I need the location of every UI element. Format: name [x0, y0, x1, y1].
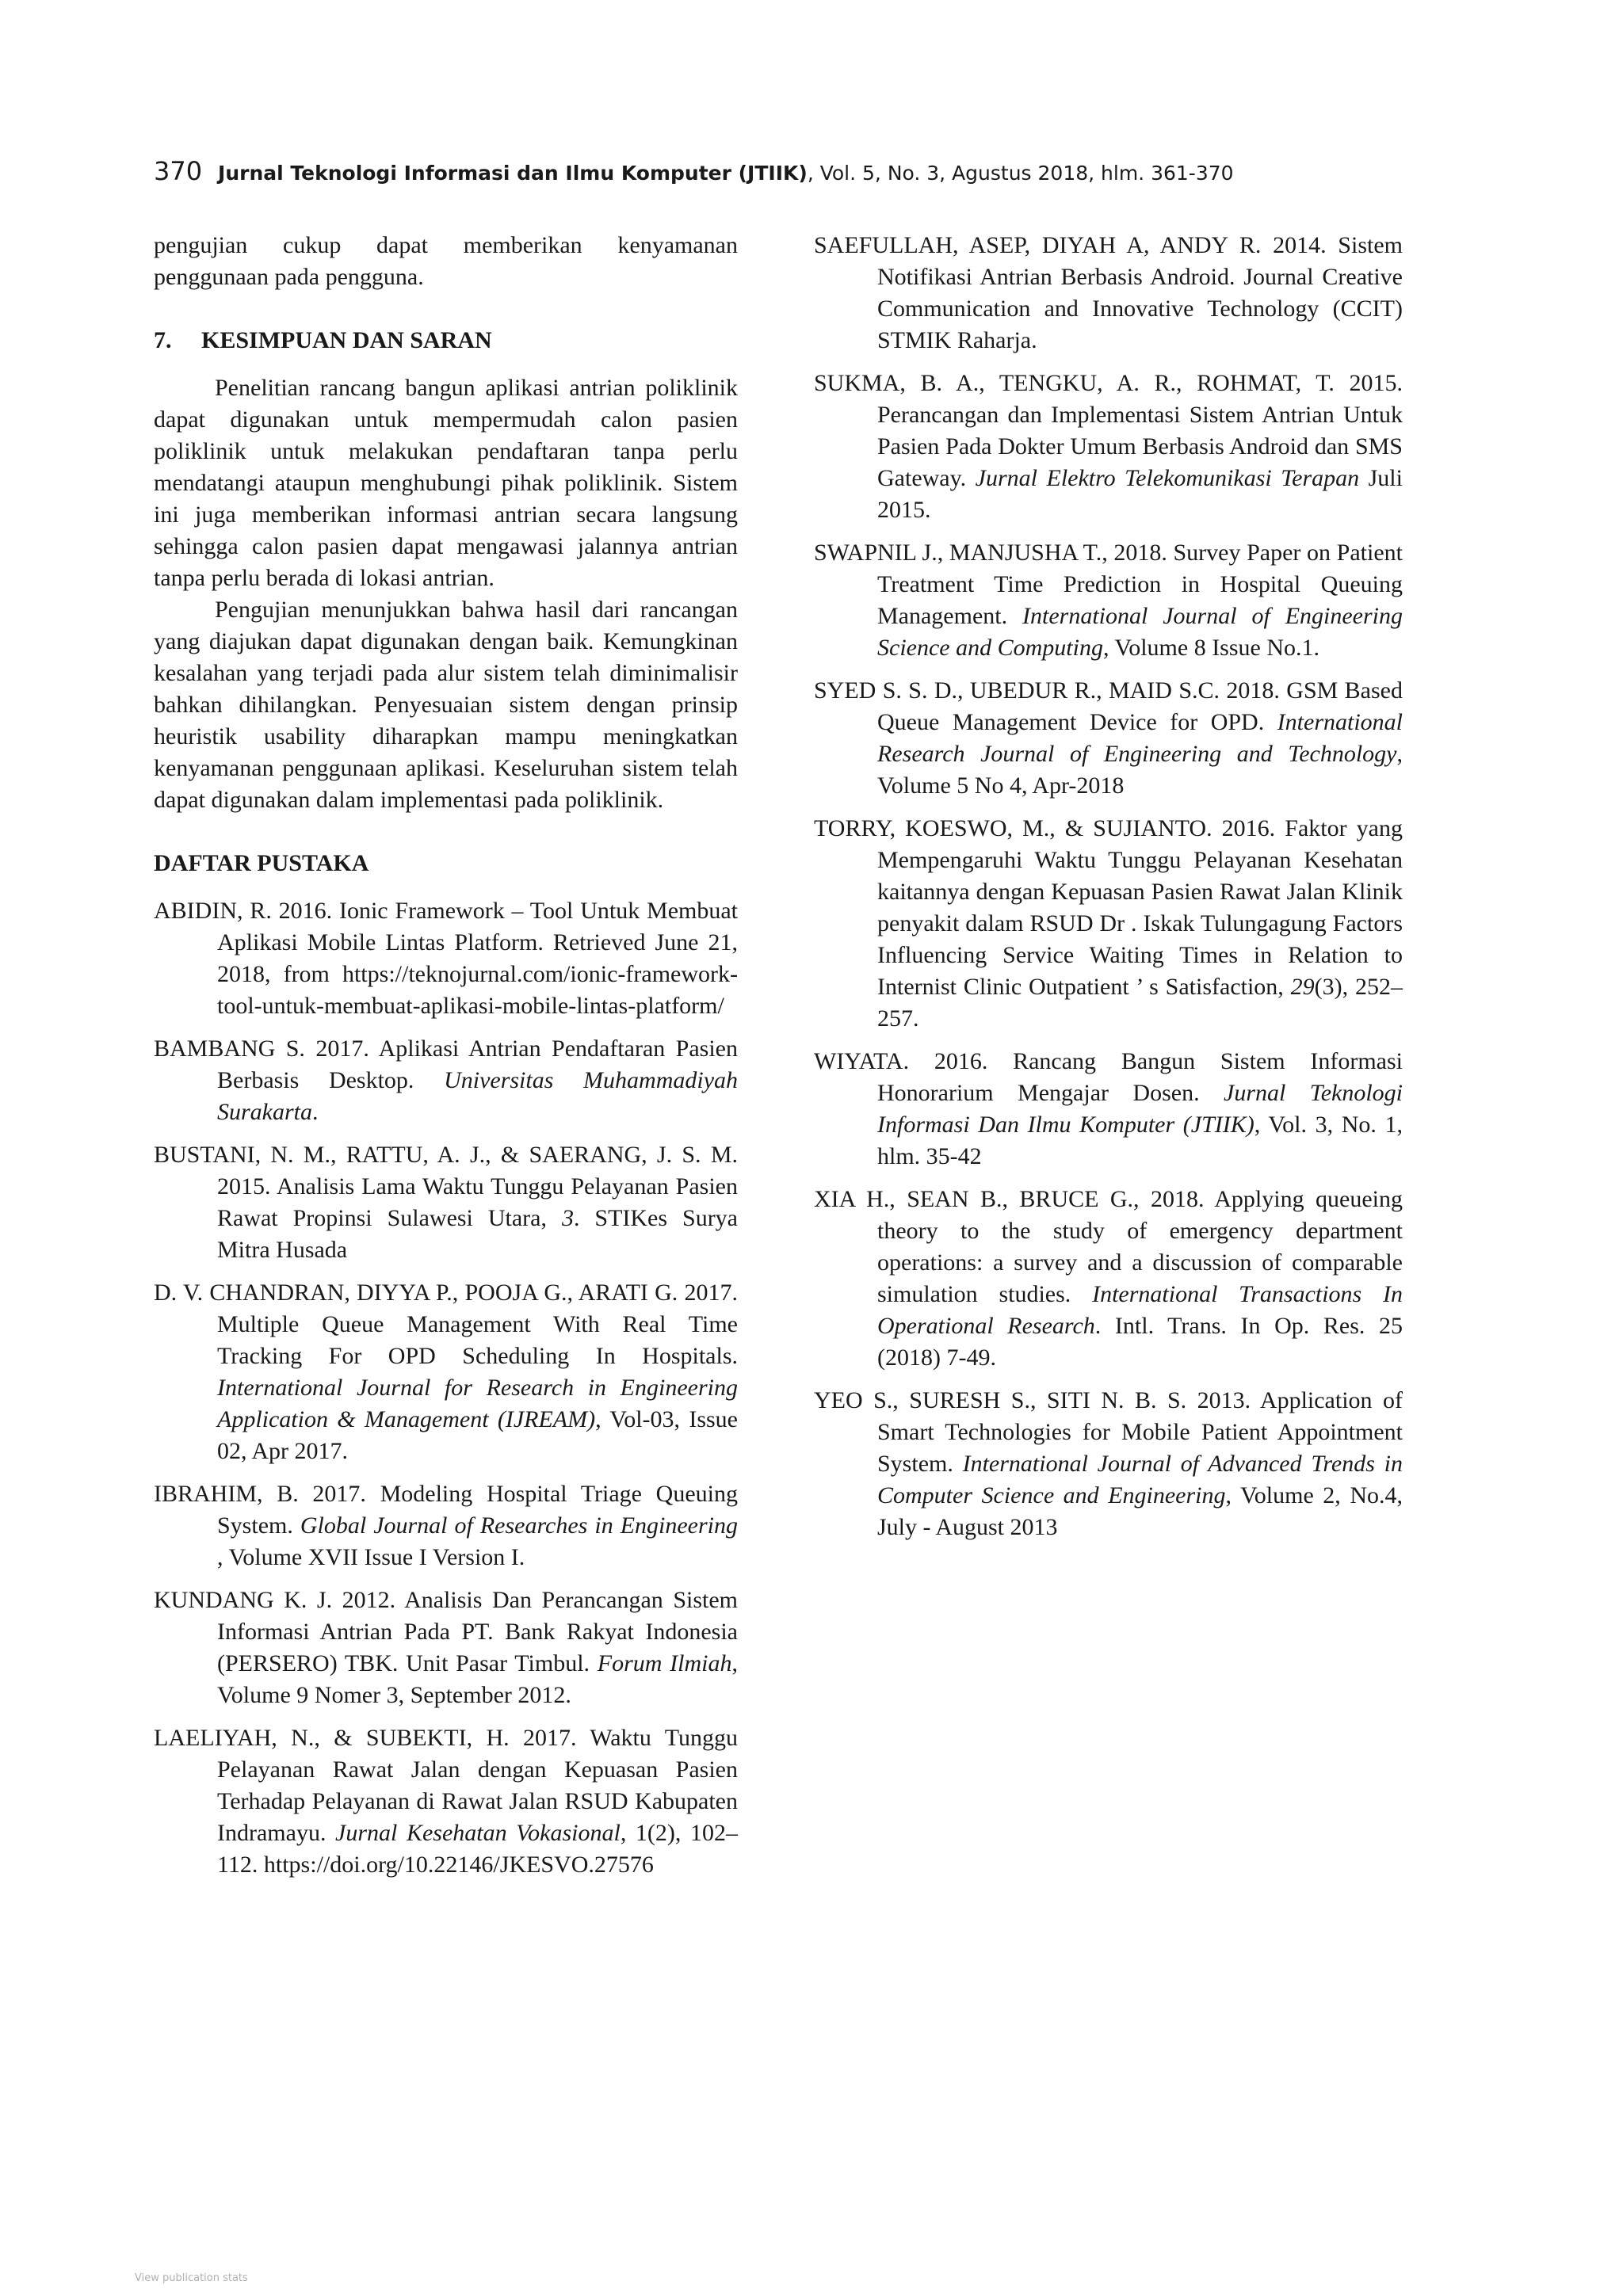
- reference-item: BAMBANG S. 2017. Aplikasi Antrian Pendaftaran Pasien Berbasis Desktop. Universitas Muhammadiyah Surakarta.: [154, 1035, 739, 1125]
- reference-item: SAEFULLAH, ASEP, DIYAH A, ANDY R. 2014. Sistem Notifikasi Antrian Berbasis Android. Journal Creative Communication and Innovative Technology (CCIT) STMIK Raharja.: [814, 232, 1403, 353]
- section-heading: [154, 325, 738, 357]
- running-header: [154, 157, 1234, 188]
- right-column: [814, 230, 1403, 1554]
- left-column: [154, 230, 738, 1892]
- conclusion-paragraph: Pengujian menunjukkan bahwa hasil dari rancangan yang diajukan dapat digunakan dengan baik. Kemungkinan kesalahan yang terjadi pada alur sistem telah diminimalisir bahkan dihilangkan. Penyesuaian sistem dengan prinsip heuristik usability diharapkan mampu meningkatkan kenyamanan penggunaan aplikasi. Keseluruhan sistem telah dapat digunakan dalam implementasi pada poliklinik.: [154, 597, 738, 813]
- reference-item: ABIDIN, R. 2016. Ionic Framework – Tool Untuk Membuat Aplikasi Mobile Lintas Platform. Retrieved June 21, 2018, from https://teknojurnal.com/ionic-framework-tool-untuk-membuat-aplikasi-mobile-lintas-platform/: [154, 898, 738, 1019]
- issue-info: , Vol. 5, No. 3, Agustus 2018, hlm. 361-370: [807, 162, 1234, 185]
- reference-item: XIA H., SEAN B., BRUCE G., 2018. Applying queueing theory to the study of emergency department operations: a survey and a discussion of comparable simulation studies. International Transactions In Operational Research. Intl. Trans. In Op. Res. 25 (2018) 7-49.: [814, 1186, 1403, 1371]
- reference-item: YEO S., SURESH S., SITI N. B. S. 2013. Application of Smart Technologies for Mobile Patient Appointment System. International Journal of Advanced Trends in Computer Science and Engineering, Volume 2, No.4, July - August 2013: [814, 1387, 1403, 1540]
- reference-item: BUSTANI, N. M., RATTU, A. J., & SAERANG, J. S. M. 2015. Analisis Lama Waktu Tunggu Pelayanan Pasien Rawat Propinsi Sulawesi Utara, 3. STIKes Surya Mitra Husada: [154, 1142, 738, 1263]
- section-number: 7.: [154, 327, 172, 353]
- page-number: 370: [154, 156, 203, 186]
- section-title: KESIMPUAN DAN SARAN: [201, 327, 492, 353]
- references-heading: DAFTAR PUSTAKA: [154, 850, 369, 876]
- reference-item: TORRY, KOESWO, M., & SUJIANTO. 2016. Faktor yang Mempengaruhi Waktu Tunggu Pelayanan Kesehatan kaitannya dengan Kepuasan Pasien Rawat Jalan Klinik penyakit dalam RSUD Dr . Iskak Tulungagung Factors Influencing Service Waiting Times in Relation to Internist Clinic Outpatient ’ s Satisfaction, 29(3), 252–257.: [814, 815, 1403, 1032]
- reference-item: LAELIYAH, N., & SUBEKTI, H. 2017. Waktu Tunggu Pelayanan Rawat Jalan dengan Kepuasan Pasien Terhadap Pelayanan di Rawat Jalan RSUD Kabupaten Indramayu. Jurnal Kesehatan Vokasional, 1(2), 102–112. https://doi.org/10.22146/JKESVO.27576: [154, 1725, 738, 1878]
- reference-item: SUKMA, B. A., TENGKU, A. R., ROHMAT, T. 2015. Perancangan dan Implementasi Sistem Antrian Untuk Pasien Pada Dokter Umum Berbasis Android dan SMS Gateway. Jurnal Elektro Telekomunikasi Terapan Juli 2015.: [814, 370, 1403, 523]
- conclusion-paragraph: Penelitian rancang bangun aplikasi antrian poliklinik dapat digunakan untuk mempermudah calon pasien poliklinik untuk melakukan pendaftaran tanpa perlu mendatangi ataupun menghubungi pihak poliklinik. Sistem ini juga memberikan informasi antrian secara langsung sehingga calon pasien dapat mengawasi jalannya antrian tanpa perlu berada di lokasi antrian.: [154, 375, 738, 591]
- reference-item: SYED S. S. D., UBEDUR R., MAID S.C. 2018. GSM Based Queue Management Device for OPD. International Research Journal of Engineering and Technology, Volume 5 No 4, Apr-2018: [814, 677, 1403, 799]
- reference-item: WIYATA. 2016. Rancang Bangun Sistem Informasi Honorarium Mengajar Dosen. Jurnal Teknologi Informasi Dan Ilmu Komputer (JTIIK), Vol. 3, No. 1, hlm. 35-42: [814, 1048, 1403, 1169]
- reference-item: SWAPNIL J., MANJUSHA T., 2018. Survey Paper on Patient Treatment Time Prediction in Hospital Queuing Management. International Journal of Engineering Science and Computing, Volume 8 Issue No.1.: [814, 540, 1403, 661]
- intro-tail-paragraph: pengujian cukup dapat memberikan kenyamanan penggunaan pada pengguna.: [154, 232, 738, 290]
- view-publication-stats-link[interactable]: View publication stats: [135, 2272, 248, 2284]
- journal-name: Jurnal Teknologi Informasi dan Ilmu Komputer (JTIIK): [218, 162, 808, 185]
- reference-item: D. V. CHANDRAN, DIYYA P., POOJA G., ARATI G. 2017. Multiple Queue Management With Real Time Tracking For OPD Scheduling In Hospitals. International Journal for Research in Engineering Application & Management (IJREAM), Vol-03, Issue 02, Apr 2017.: [154, 1280, 738, 1464]
- reference-item: KUNDANG K. J. 2012. Analisis Dan Perancangan Sistem Informasi Antrian Pada PT. Bank Rakyat Indonesia (PERSERO) TBK. Unit Pasar Timbul. Forum Ilmiah, Volume 9 Nomer 3, September 2012.: [154, 1587, 738, 1708]
- reference-item: IBRAHIM, B. 2017. Modeling Hospital Triage Queuing System. Global Journal of Researches in Engineering , Volume XVII Issue I Version I.: [154, 1481, 738, 1570]
